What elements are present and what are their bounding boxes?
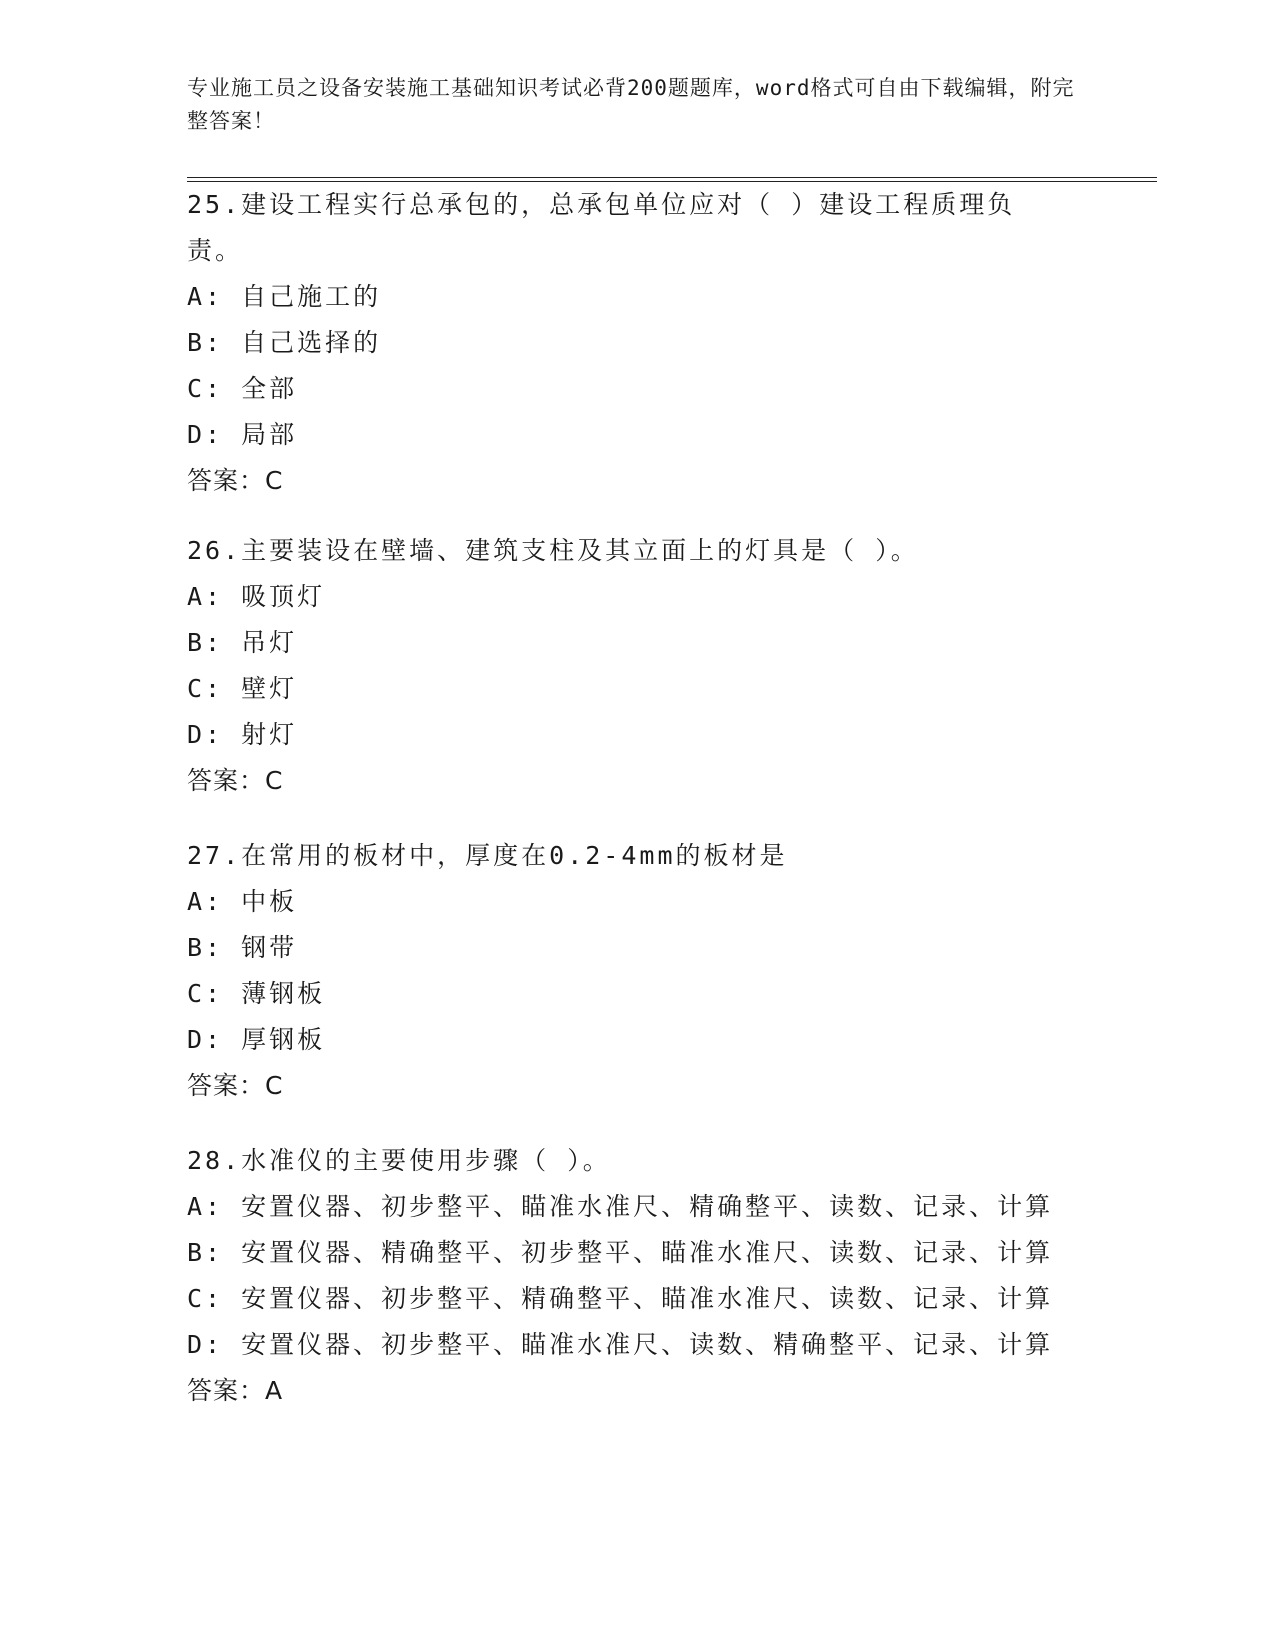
option-c: C: 安置仪器、初步整平、精确整平、瞄准水准尺、读数、记录、计算 [187, 1284, 1054, 1313]
option-b: B: 钢带 [187, 933, 298, 962]
option-d: D: 局部 [187, 420, 298, 449]
option-c: C: 全部 [187, 374, 298, 403]
option-d: D: 厚钢板 [187, 1025, 326, 1054]
option-a: A: 安置仪器、初步整平、瞄准水准尺、精确整平、读数、记录、计算 [187, 1192, 1054, 1221]
option-b: B: 吊灯 [187, 628, 298, 657]
option-a: A: 自己施工的 [187, 282, 382, 311]
question-stem: 26.主要装设在壁墙、建筑支柱及其立面上的灯具是（ ）。 [187, 536, 919, 565]
option-d: D: 安置仪器、初步整平、瞄准水准尺、读数、精确整平、记录、计算 [187, 1330, 1054, 1359]
option-c: C: 壁灯 [187, 674, 298, 703]
option-b: B: 安置仪器、精确整平、初步整平、瞄准水准尺、读数、记录、计算 [187, 1238, 1054, 1267]
answer-label: 答案：C [187, 1071, 284, 1100]
option-a: A: 中板 [187, 887, 298, 916]
question-stem: 27.在常用的板材中，厚度在0.2-4mm的板材是 [187, 841, 788, 870]
question-26 [187, 528, 1157, 804]
question-28 [187, 1138, 1157, 1414]
question-27 [187, 833, 1157, 1109]
answer-label: 答案：C [187, 466, 284, 495]
option-b: B: 自己选择的 [187, 328, 382, 357]
document-page [187, 0, 1157, 1650]
question-stem: 28.水准仪的主要使用步骤（ ）。 [187, 1146, 611, 1175]
question-25 [187, 182, 1157, 504]
question-stem: 25.建设工程实行总承包的，总承包单位应对（ ）建设工程质理负责。 [187, 190, 1016, 265]
answer-label: 答案：C [187, 766, 284, 795]
option-d: D: 射灯 [187, 720, 298, 749]
option-c: C: 薄钢板 [187, 979, 326, 1008]
document-header: 专业施工员之设备安装施工基础知识考试必背200题题库，word格式可自由下载编辑，附完整答案！ [187, 76, 1075, 133]
option-a: A: 吸顶灯 [187, 582, 326, 611]
answer-label: 答案：A [187, 1376, 284, 1405]
